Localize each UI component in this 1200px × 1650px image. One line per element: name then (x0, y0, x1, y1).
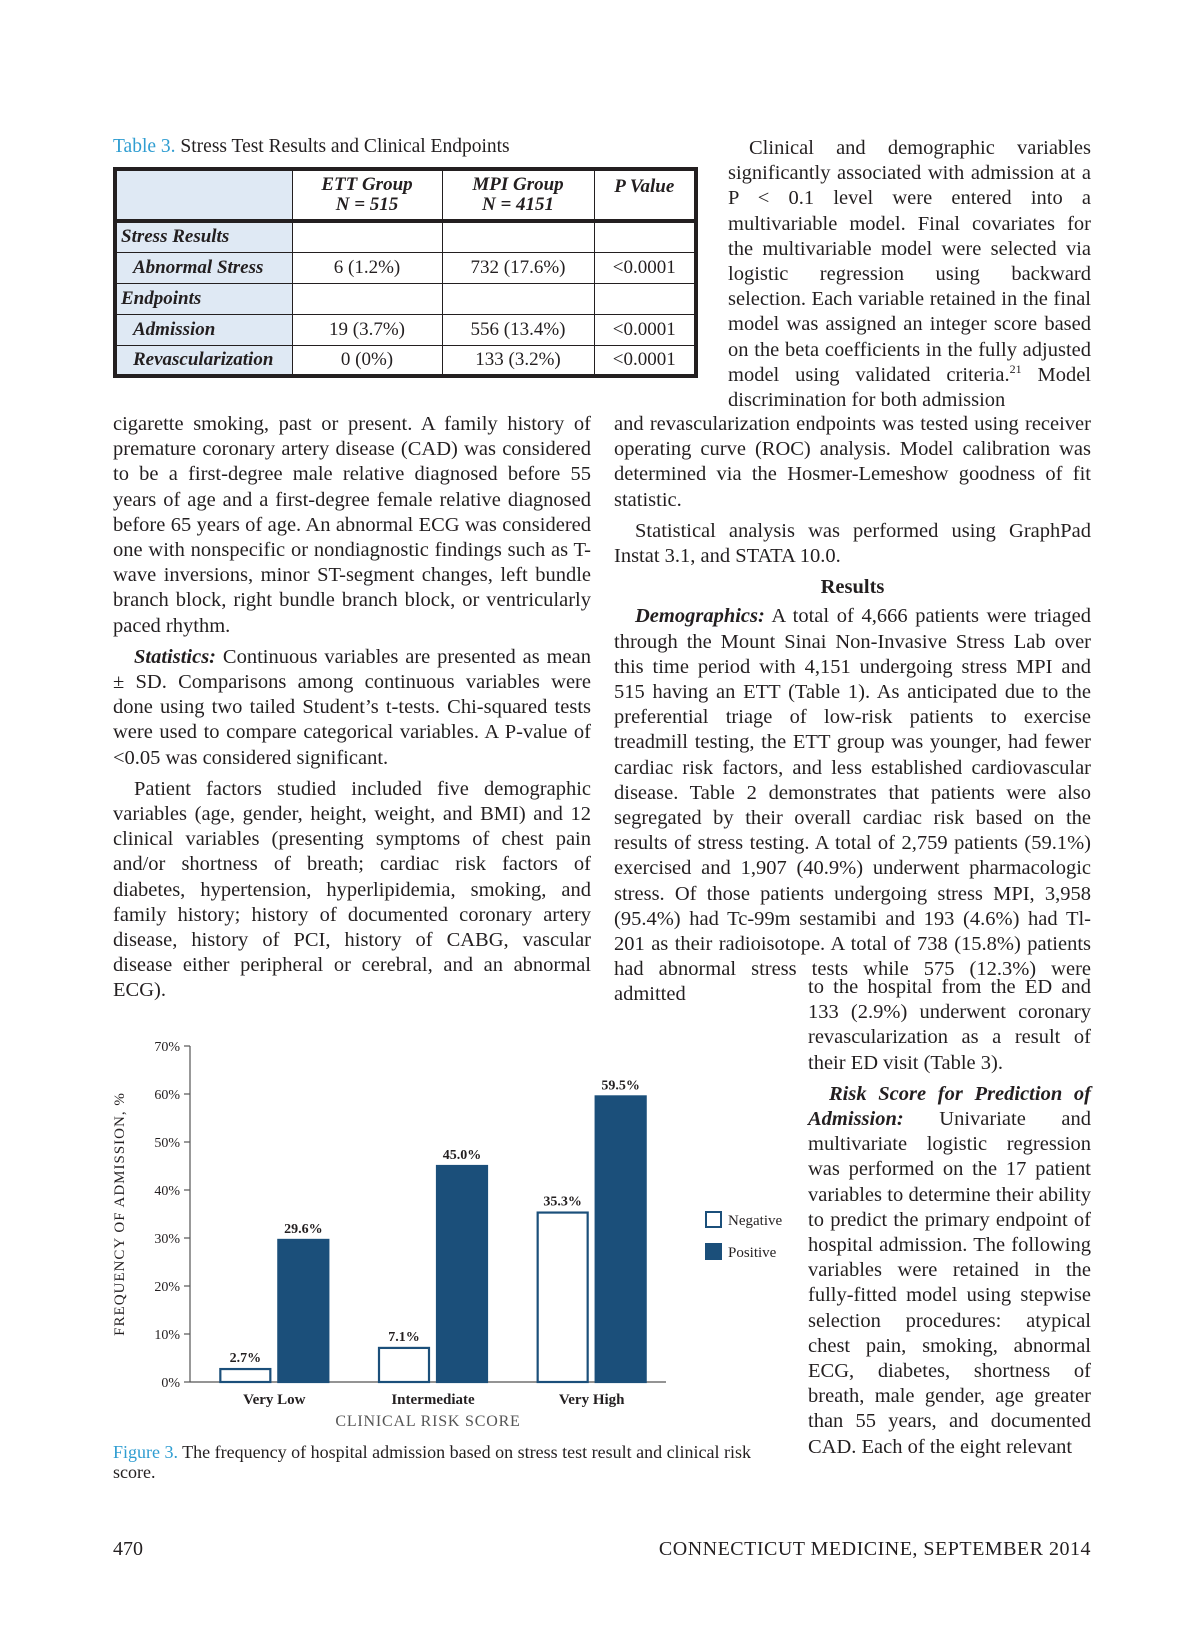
figure-caption-text: The frequency of hospital admission based on stress test result and clinical risk score. (113, 1442, 752, 1482)
legend-swatch-negative (706, 1212, 721, 1227)
text-right-top-end: Model discrimination for both admission (728, 363, 1091, 412)
table-cell (292, 283, 442, 314)
risk-score-text: Univariate and multivariate logistic regression was performed on the 17 patient variables to determine their ability to predict the primary endpoint of hospital admission. The following variables were retained in the fully-fitted model using stepwise selection procedures: atypical chest pain, smoking, abnormal ECG, diabetes, shortness of breath, male gender, age greater than 55 years, and documented CAD. Each of the eight relevant (808, 1108, 1091, 1458)
paragraph-model (728, 136, 1091, 413)
table-row (115, 221, 696, 252)
right-column-mid (614, 412, 1091, 1014)
y-tick-label: 60% (154, 1088, 180, 1103)
header-mpi-line1: MPI Group (472, 174, 564, 195)
bar-positive-intermediate (437, 1166, 487, 1382)
table-cell: <0.0001 (594, 252, 696, 283)
table-cell: <0.0001 (594, 314, 696, 345)
table-cell (292, 221, 442, 252)
table-row (115, 314, 696, 345)
table-header-mpi (442, 169, 594, 221)
y-tick-label: 50% (154, 1136, 180, 1151)
header-pvalue-line1: P Value (614, 176, 675, 197)
legend-label-negative: Negative (728, 1213, 783, 1229)
header-ett-line2: N = 515 (335, 194, 399, 215)
bar-chart (106, 1030, 796, 1430)
right-column-bottom (808, 975, 1091, 1466)
data-label: 7.1% (388, 1329, 420, 1345)
table-header-blank (115, 169, 292, 221)
risk-score-label: Risk Score for Prediction of Admission: (808, 1082, 1091, 1131)
statistics-text: Continuous variables are presented as mean ± SD. Comparisons among continuous variables were done using two tailed Student’s t-tests. Chi-squared tests were used to compare categorical variables. A P-value of <0.05 was considered significant. (113, 645, 591, 769)
data-label: 35.3% (543, 1194, 582, 1210)
stress-results-table (113, 167, 698, 378)
bar-positive-very-high (596, 1096, 646, 1382)
table-row (115, 345, 696, 376)
table-cell (594, 221, 696, 252)
table-row (115, 283, 696, 314)
bar-negative-very-high (538, 1213, 588, 1382)
table-cell: 133 (3.2%) (442, 345, 594, 376)
table-cell (442, 221, 594, 252)
y-tick-label: 10% (154, 1328, 180, 1343)
data-label: 59.5% (601, 1078, 640, 1094)
bar-negative-intermediate (379, 1348, 429, 1382)
bar-positive-very-low (278, 1240, 328, 1382)
row-label: Admission (115, 314, 292, 345)
paragraph-roc: and revascularization endpoints was tested using receiver operating curve (ROC) analysis. Model calibration was determined via the Hosmer-Lemeshow goodness of fit statistic. (614, 413, 1091, 511)
legend-label-positive: Positive (728, 1245, 777, 1261)
y-axis-label: FREQUENCY OF ADMISSION, % (112, 1092, 128, 1336)
table-caption (113, 136, 698, 158)
paragraph-risk-score (808, 1082, 1091, 1460)
y-tick-label: 20% (154, 1280, 180, 1295)
table-header-pvalue (594, 169, 696, 221)
table-header-row (115, 169, 696, 221)
row-label: Stress Results (115, 221, 292, 252)
row-label: Abnormal Stress (115, 252, 292, 283)
paragraph-demographics (614, 604, 1091, 1007)
right-column-top (728, 136, 1091, 419)
results-heading: Results (820, 576, 885, 599)
x-axis-label: CLINICAL RISK SCORE (335, 1413, 521, 1430)
data-label: 2.7% (229, 1351, 262, 1367)
y-tick-label: 40% (154, 1184, 180, 1199)
text-right-top: Clinical and demographic variables significantly associated with admission at a P < 0.1 level were entered into a multivariable model. Final covariates for the multivariable model were selected via logistic regression using backward selection. Each variable retained in the final model was assigned an integer score based on the beta coefficients in the fully adjusted model using validated criteria. (728, 137, 1091, 386)
header-ett-line1: ETT Group (321, 174, 413, 195)
table-cell: <0.0001 (594, 345, 696, 376)
table-3 (113, 136, 698, 378)
demographics-label: Demographics: (635, 605, 765, 628)
table-cell: 19 (3.7%) (292, 314, 442, 345)
journal-footer: CONNECTICUT MEDICINE, SEPTEMBER 2014 (658, 1538, 1091, 1560)
table-cell: 0 (0%) (292, 345, 442, 376)
table-cell (594, 283, 696, 314)
table-cell: 556 (13.4%) (442, 314, 594, 345)
data-label: 29.6% (284, 1221, 323, 1237)
x-tick-label: Intermediate (391, 1392, 475, 1408)
table-cell: 6 (1.2%) (292, 252, 442, 283)
statistics-label: Statistics: (134, 645, 217, 668)
y-tick-label: 0% (161, 1376, 180, 1391)
table-cell (442, 283, 594, 314)
table-caption-label: Table 3. (113, 136, 176, 157)
figure-caption-label: Figure 3. (113, 1442, 178, 1462)
paragraph-ed-visit: to the hospital from the ED and 133 (2.9%) underwent coronary revascularization as a result of their ED visit (Table 3). (808, 976, 1091, 1074)
table-cell: 732 (17.6%) (442, 252, 594, 283)
header-mpi-line2: N = 4151 (481, 194, 555, 215)
bar-negative-very-low (220, 1369, 270, 1382)
x-tick-label: Very High (558, 1392, 625, 1408)
demographics-text: A total of 4,666 patients were triaged through the Mount Sinai Non-Invasive Stress Lab over this time period with 4,151 undergoing stress MPI and 515 having an ETT (Table 1). As anticipated due to the preferential triage of low-risk patients to exercise treadmill testing, the ETT group was younger, had fewer cardiac risk factors, and less established cardiovascular disease. Table 2 demonstrates that patients were also segregated by their overall cardiac risk based on the results of stress testing. A total of 2,759 patients (59.1%) exercised and 1,907 (40.9%) underwent pharmacologic stress. Of those patients undergoing stress MPI, 3,958 (95.4%) had Tc-99m sestamibi and 193 (4.6%) had Tl-201 as their radioisotope. A total of 738 (15.8%) patients had abnormal stress tests while 575 (12.3%) were admitted (614, 605, 1091, 1006)
paragraph-smoking: cigarette smoking, past or present. A family history of premature coronary artery disease (CAD) was considered to be a first-degree male relative diagnosed before 55 years of age and a first-degree female relative diagnosed before 65 years of age. An abnormal ECG was considered one with nonspecific or nondiagnostic findings such as T-wave inversions, minor ST-segment changes, left bundle branch block, right bundle branch block, or ventricularly paced rhythm. (113, 413, 591, 637)
table-caption-text: Stress Test Results and Clinical Endpoints (175, 136, 510, 157)
paragraph-statistics (113, 645, 591, 771)
table-header-ett (292, 169, 442, 221)
row-label: Revascularization (115, 345, 292, 376)
y-tick-label: 30% (154, 1232, 180, 1247)
figure-caption (113, 1442, 785, 1482)
row-label: Endpoints (115, 283, 292, 314)
figure-3-chart (106, 1030, 796, 1430)
page-number: 470 (113, 1538, 143, 1560)
x-tick-label: Very Low (243, 1392, 306, 1408)
table-row (115, 252, 696, 283)
left-column (113, 412, 591, 1010)
paragraph-patient-factors: Patient factors studied included five demographic variables (age, gender, height, weight, and BMI) and 12 clinical variables (presenting symptoms of chest pain and/or shortness of breath; cardiac risk factors of diabetes, hypertension, hyperlipidemia, smoking, and family history; history of documented coronary artery disease, history of PCI, history of CABG, vascular disease either peripheral or cerebral, and an abnormal ECG). (113, 777, 591, 1002)
legend-swatch-positive (706, 1244, 721, 1259)
paragraph-software: Statistical analysis was performed using GraphPad Instat 3.1, and STATA 10.0. (614, 519, 1091, 568)
data-label: 45.0% (442, 1148, 482, 1163)
reference-21: 21 (1009, 362, 1022, 376)
y-tick-label: 70% (154, 1040, 180, 1055)
